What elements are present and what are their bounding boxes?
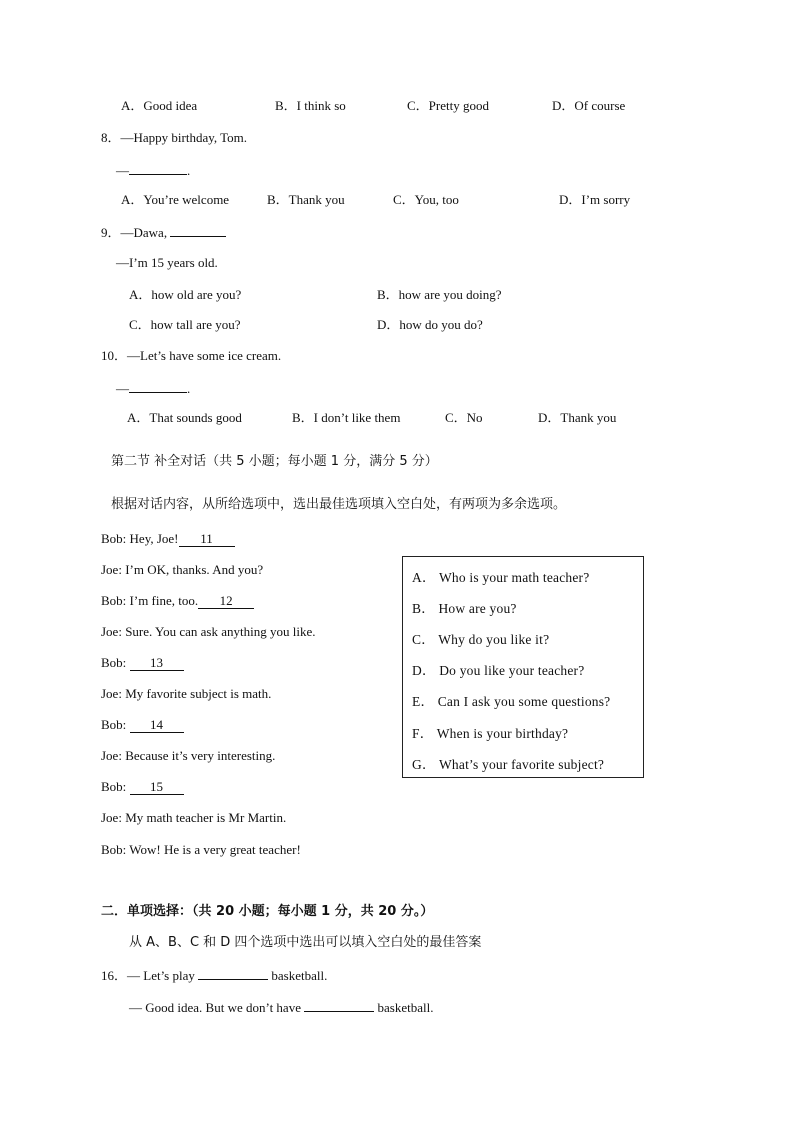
answer-blank-15: 15 [130, 780, 184, 795]
q10-answer-tail: . [187, 381, 191, 396]
q7-option-a: A．Good idea [121, 98, 198, 113]
q8-option-b: B．Thank you [267, 192, 345, 207]
dialogue-line-9 [101, 779, 184, 795]
q16-line-1 [101, 967, 327, 984]
part2-instruction: 从 A、B、C 和 D 四个选项中选出可以填入空白处的最佳答案 [129, 935, 482, 950]
section2-instruction: 根据对话内容，从所给选项中，选出最佳选项填入空白处，有两项为多余选项。 [111, 497, 567, 512]
q16-line2-start: — Good idea. But we don’t have [129, 1000, 301, 1015]
q7-option-d: D．Of course [552, 98, 626, 113]
dialogue-text: Bob: [101, 779, 127, 794]
q16-blank-2 [304, 999, 374, 1012]
answer-blank-11: 11 [179, 532, 235, 547]
q10-option-b: B．I don’t like them [292, 410, 401, 425]
q7-option-c: C．Pretty good [407, 98, 489, 113]
q16-line2-end: basketball. [377, 1000, 434, 1015]
answer-blank-12: 12 [198, 594, 254, 609]
q10-prompt: 10．—Let’s have some ice cream. [101, 348, 282, 363]
dialogue-line-10: Joe: My math teacher is Mr Martin. [101, 810, 287, 825]
dialogue-text: Bob: I’m fine, too. [101, 593, 199, 608]
q8-option-c: C．You, too [393, 192, 459, 207]
q10-option-a: A．That sounds good [127, 410, 242, 425]
q7-option-b: B．I think so [275, 98, 346, 113]
q9-blank [170, 224, 226, 237]
choice-g: G． What’s your favorite subject? [412, 757, 605, 772]
choice-d: D． Do you like your teacher? [412, 663, 585, 678]
q8-answer-line [116, 162, 190, 179]
q16-line1-start: 16．— Let’s play [101, 968, 195, 983]
q8-option-d: D．I’m sorry [559, 192, 631, 207]
dialogue-line-2: Joe: I’m OK, thanks. And you? [101, 562, 264, 577]
choice-f: F． When is your birthday? [412, 726, 569, 741]
dialogue-line-4: Joe: Sure. You can ask anything you like. [101, 624, 316, 639]
dialogue-text: Bob: Hey, Joe! [101, 531, 179, 546]
q10-option-c: C．No [445, 410, 483, 425]
choice-e: E． Can I ask you some questions? [412, 694, 611, 709]
answer-blank-14: 14 [130, 718, 184, 733]
q10-answer-blank [129, 380, 187, 393]
part2-heading: 二．单项选择：（共 20 小题；每小题 1 分，共 20 分。） [101, 904, 434, 919]
choices-box [402, 556, 644, 778]
dialogue-text: Bob: [101, 655, 127, 670]
choice-b: B． How are you? [412, 601, 517, 616]
q16-line-2 [129, 999, 433, 1016]
dialogue-line-1 [101, 531, 235, 547]
q9-option-a: A．how old are you? [129, 287, 242, 302]
q16-blank-1 [198, 967, 268, 980]
answer-blank-13: 13 [130, 656, 184, 671]
q8-answer-blank [129, 162, 187, 175]
q9-prompt-line [101, 224, 226, 241]
q9-prompt: 9．—Dawa, [101, 225, 168, 240]
q10-answer-line [116, 380, 190, 397]
q10-option-d: D．Thank you [538, 410, 617, 425]
dialogue-line-3 [101, 593, 254, 609]
q9-option-d: D．how do you do? [377, 317, 483, 332]
q9-option-c: C．how tall are you? [129, 317, 241, 332]
q8-answer-tail: . [187, 163, 191, 178]
choice-c: C． Why do you like it? [412, 632, 550, 647]
q16-line1-end: basketball. [271, 968, 328, 983]
dialogue-line-5 [101, 655, 184, 671]
q8-answer-dash: — [116, 163, 129, 178]
q8-option-a: A．You’re welcome [121, 192, 230, 207]
q9-option-b: B．how are you doing? [377, 287, 502, 302]
dialogue-line-7 [101, 717, 184, 733]
dialogue-line-6: Joe: My favorite subject is math. [101, 686, 272, 701]
q10-answer-dash: — [116, 381, 129, 396]
q9-reply: —I’m 15 years old. [116, 255, 218, 270]
dialogue-text: Bob: [101, 717, 127, 732]
section2-heading: 第二节 补全对话（共 5 小题；每小题 1 分，满分 5 分） [111, 454, 438, 469]
dialogue-line-8: Joe: Because it’s very interesting. [101, 748, 276, 763]
q8-prompt: 8．—Happy birthday, Tom. [101, 130, 248, 145]
dialogue-line-11: Bob: Wow! He is a very great teacher! [101, 842, 301, 857]
choice-a: A． Who is your math teacher? [412, 570, 590, 585]
